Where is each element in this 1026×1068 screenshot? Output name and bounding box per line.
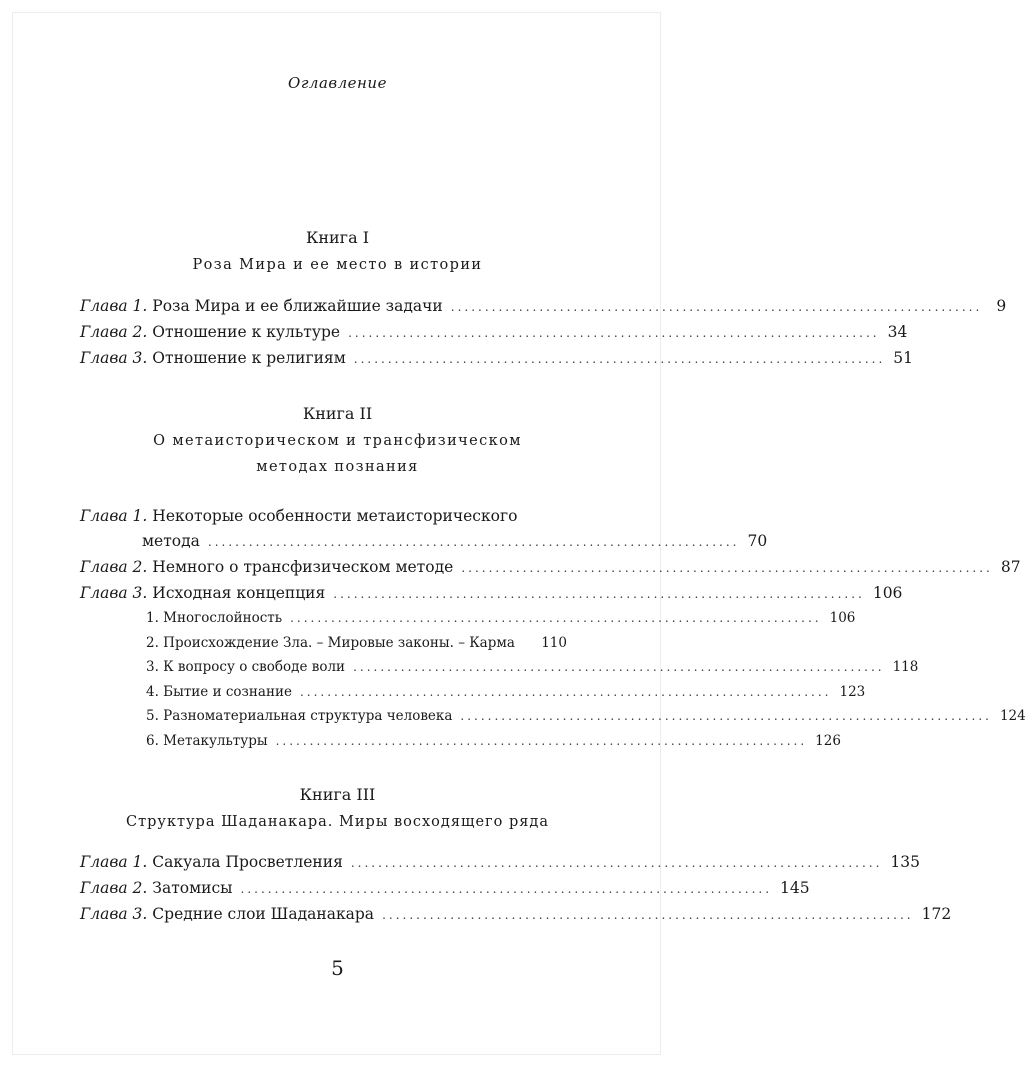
toc-section[interactable] bbox=[80, 729, 841, 754]
chapter-label: Глава 2. bbox=[80, 879, 148, 897]
page-number: 135 bbox=[890, 853, 920, 871]
book-3-toc bbox=[80, 849, 952, 927]
book-2-title-line-2: методах познания bbox=[256, 459, 419, 475]
dot-leader: .............................................................................. bbox=[461, 561, 993, 575]
dot-leader: .............................................................................. bbox=[348, 326, 880, 340]
book-3-title: Структура Шаданакара. Миры восходящего ряда bbox=[126, 814, 549, 830]
toc-entry[interactable] bbox=[80, 293, 1007, 319]
page-number: 106 bbox=[829, 610, 856, 626]
dot-leader: .............................................................................. bbox=[207, 535, 740, 549]
toc-section[interactable] bbox=[80, 655, 919, 680]
chapter-title: Затомисы bbox=[152, 879, 233, 897]
page-number: 70 bbox=[747, 532, 768, 550]
dot-leader: .............................................................................. bbox=[333, 587, 865, 601]
chapter-label: Глава 3. bbox=[80, 584, 148, 602]
page-number: 106 bbox=[872, 584, 903, 602]
section-title: 6. Метакультуры bbox=[146, 732, 268, 749]
toc-entry[interactable] bbox=[80, 554, 1021, 580]
page-number: 118 bbox=[892, 659, 919, 675]
toc-entry[interactable] bbox=[80, 528, 768, 554]
book-1-title: Роза Мира и ее место в истории bbox=[192, 257, 483, 273]
section-title: 4. Бытие и сознание bbox=[146, 683, 292, 700]
page-number: 9 bbox=[996, 297, 1007, 315]
book-1-number: Книга I bbox=[305, 228, 370, 247]
page-number: 87 bbox=[1000, 558, 1021, 576]
chapter-label: Глава 1. bbox=[80, 853, 148, 871]
section-title: 2. Происхождение Зла. – Мировые законы. – Карма bbox=[146, 634, 515, 651]
chapter-label: Глава 1. bbox=[80, 297, 148, 315]
page-number: 145 bbox=[780, 879, 810, 897]
chapter-title: Сакуала Просветления bbox=[152, 853, 343, 871]
page-number: 126 bbox=[815, 732, 841, 749]
page-number: 172 bbox=[921, 905, 952, 923]
chapter-label: Глава 1. bbox=[80, 507, 148, 525]
section-title: 5. Разноматериальная структура человека bbox=[146, 708, 453, 724]
page-number: 110 bbox=[541, 634, 567, 651]
page-number: 51 bbox=[893, 349, 914, 367]
page-number: 124 bbox=[999, 708, 1026, 724]
book-2-number: Книга II bbox=[302, 404, 373, 423]
book-2-toc bbox=[80, 504, 1026, 753]
toc-entry[interactable] bbox=[80, 901, 952, 927]
chapter-label: Глава 2. bbox=[80, 323, 148, 341]
chapter-title: Исходная концепция bbox=[152, 584, 326, 602]
toc-section[interactable] bbox=[80, 606, 856, 631]
page-number: 34 bbox=[887, 323, 908, 341]
chapter-label: Глава 2. bbox=[80, 558, 148, 576]
chapter-title: Некоторые особенности метаисторического bbox=[152, 507, 518, 525]
book-1-toc bbox=[80, 293, 1007, 371]
dot-leader: .............................................................................. bbox=[240, 882, 773, 896]
book-2-heading bbox=[0, 404, 675, 479]
page-folio: 5 bbox=[331, 956, 344, 980]
dot-leader: .............................................................................. bbox=[460, 709, 992, 723]
dot-leader: .............................................................................. bbox=[353, 660, 885, 674]
book-1-heading bbox=[0, 228, 675, 277]
toc-entry-first-line[interactable] bbox=[80, 504, 567, 528]
chapter-title: Отношение к религиям bbox=[152, 349, 346, 367]
toc-section[interactable] bbox=[80, 680, 866, 705]
toc-section[interactable] bbox=[80, 631, 567, 656]
section-title: 1. Многослойность bbox=[146, 610, 283, 626]
chapter-title: Отношение к культуре bbox=[152, 323, 341, 341]
page-number: 123 bbox=[839, 683, 866, 700]
book-3-number: Книга III bbox=[299, 785, 376, 804]
dot-leader: .............................................................................. bbox=[290, 611, 822, 625]
dot-leader: .............................................................................. bbox=[350, 856, 883, 870]
toc-section[interactable] bbox=[80, 704, 1026, 729]
dot-leader: .............................................................................. bbox=[382, 908, 914, 922]
toc-entry[interactable] bbox=[80, 319, 908, 345]
book-2-title-line-1: О метаисторическом и трансфизическом bbox=[153, 433, 522, 449]
chapter-title-continuation: метода bbox=[142, 532, 200, 550]
dot-leader: .............................................................................. bbox=[299, 684, 832, 699]
toc-heading: Оглавление bbox=[288, 74, 387, 92]
chapter-label: Глава 3. bbox=[80, 349, 148, 367]
dot-leader: .............................................................................. bbox=[353, 352, 886, 366]
dot-leader: .............................................................................. bbox=[450, 300, 983, 314]
chapter-title: Роза Мира и ее ближайшие задачи bbox=[152, 297, 443, 315]
toc-entry[interactable] bbox=[80, 849, 920, 875]
section-title: 3. К вопросу о свободе воли bbox=[146, 659, 346, 675]
toc-entry[interactable] bbox=[80, 875, 810, 901]
toc-entry[interactable] bbox=[80, 345, 914, 371]
toc-entry[interactable] bbox=[80, 580, 903, 606]
chapter-title: Немного о трансфизическом методе bbox=[152, 558, 454, 576]
dot-leader: .............................................................................. bbox=[275, 733, 808, 748]
chapter-label: Глава 3. bbox=[80, 905, 148, 923]
chapter-title: Средние слои Шаданакара bbox=[152, 905, 375, 923]
book-3-heading bbox=[0, 785, 675, 834]
